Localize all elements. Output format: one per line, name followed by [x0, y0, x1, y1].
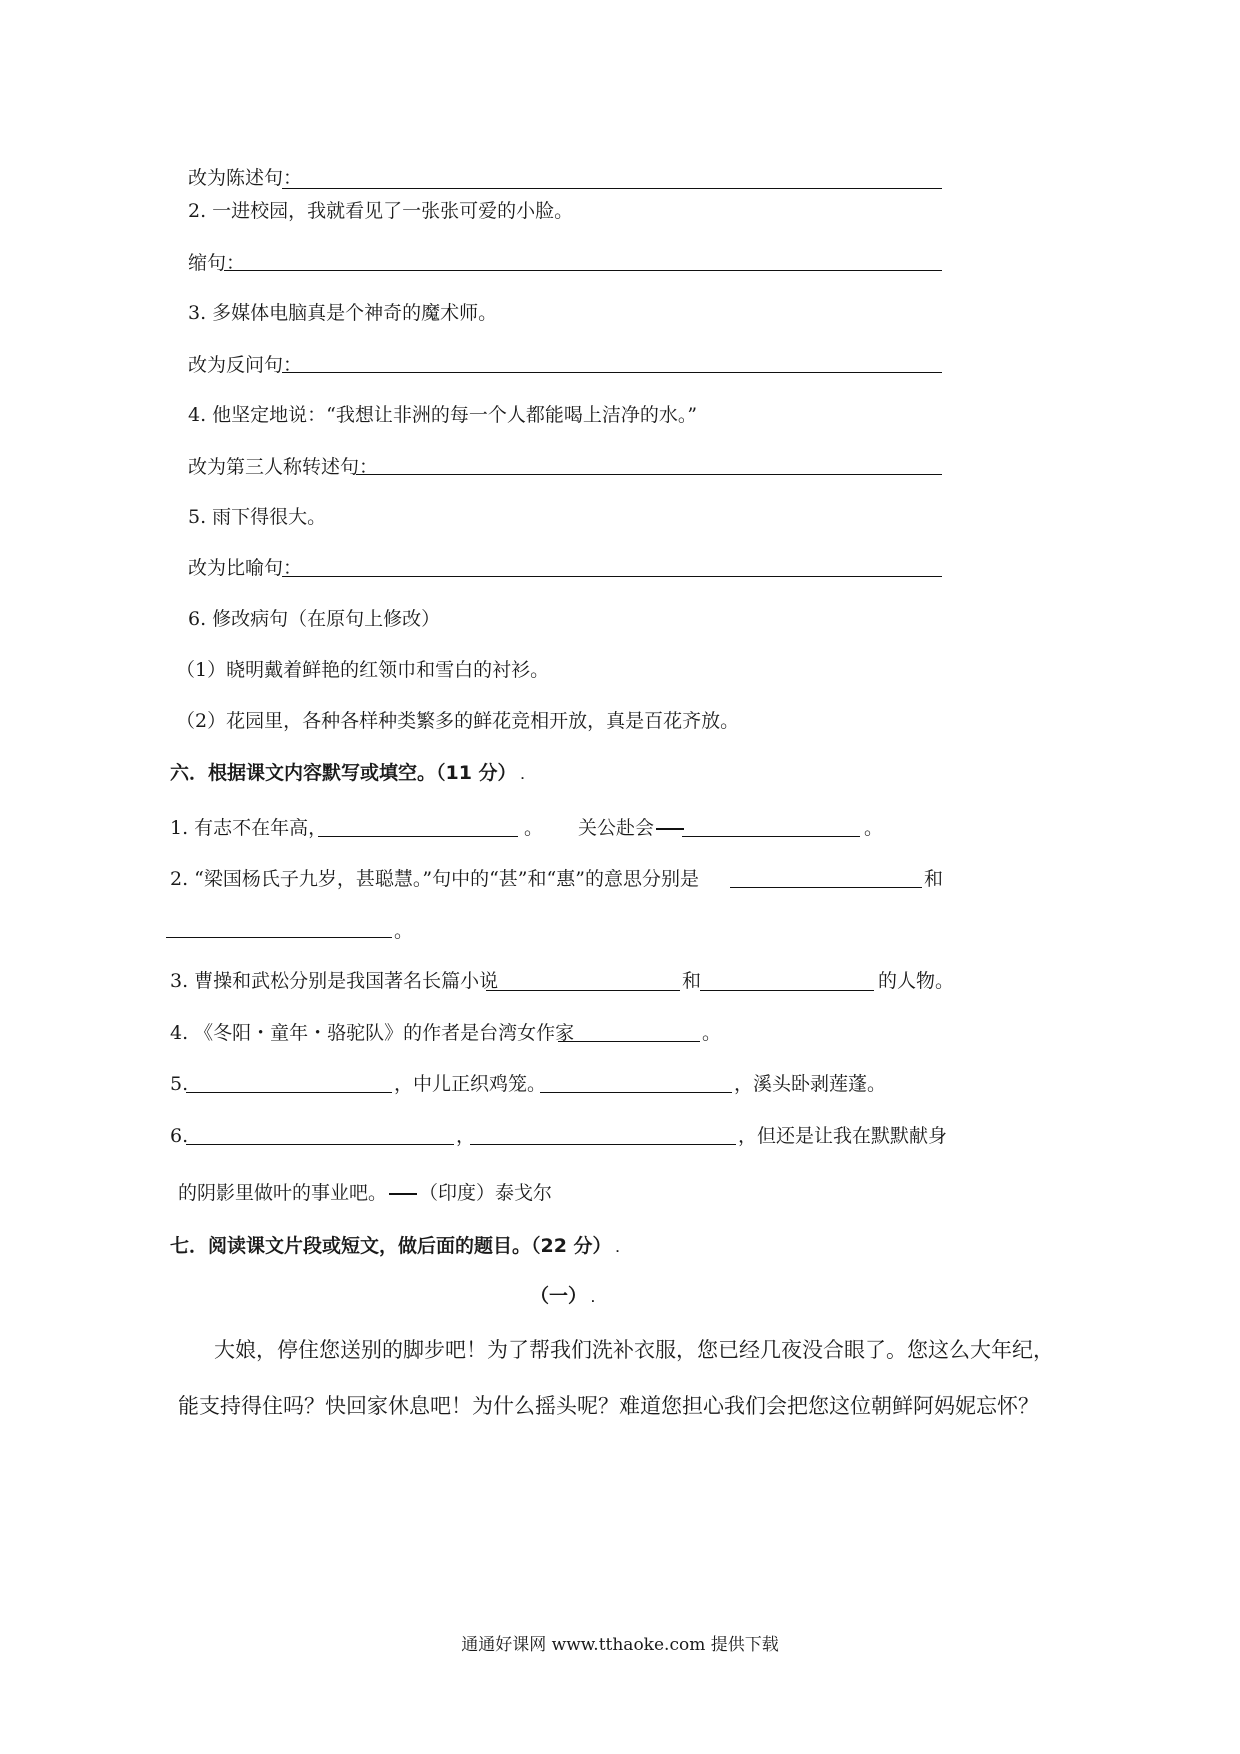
s6-question-5: 5.	[170, 1073, 189, 1095]
metaphor-label: 改为比喻句：	[188, 557, 303, 579]
answer-blank[interactable]	[282, 576, 942, 577]
s6-q3-and: 和	[682, 970, 702, 992]
section-6-title: 六．根据课文内容默写或填空。（11 分） .	[170, 762, 525, 784]
answer-blank[interactable]	[282, 188, 942, 189]
question-2: 2. 一进校园，我就看见了一张张可爱的小脸。	[188, 200, 574, 222]
answer-blank[interactable]	[166, 937, 392, 938]
question-6-1: （1）晓明戴着鲜艳的红领巾和雪白的衬衫。	[176, 659, 550, 681]
answer-blank[interactable]	[700, 990, 874, 991]
answer-blank[interactable]	[558, 1041, 700, 1042]
answer-blank[interactable]	[540, 1092, 732, 1093]
answer-blank[interactable]	[682, 836, 860, 837]
s6-question-6: 6.	[170, 1125, 189, 1147]
s6-q3-end: 的人物。	[878, 970, 955, 992]
s6-q1-end: 。	[864, 817, 884, 839]
s6-q4-end: 。	[702, 1022, 722, 1044]
question-6: 6. 修改病句（在原句上修改）	[188, 608, 441, 630]
answer-blank[interactable]	[282, 372, 942, 373]
s6-question-1: 1. 有志不在年高，	[170, 817, 328, 839]
s6-q6-line2: 的阴影里做叶的事业吧。 （印度）泰戈尔	[178, 1182, 553, 1204]
condense-label: 缩句：	[188, 252, 246, 274]
question-3: 3. 多媒体电脑真是个神奇的魔术师。	[188, 302, 498, 324]
question-4: 4. 他坚定地说：“我想让非洲的每一个人都能喝上洁净的水。”	[188, 404, 698, 426]
answer-blank[interactable]	[186, 1144, 454, 1145]
passage-line-1: 大娘，停住您送别的脚步吧！为了帮我们洗补衣服，您已经几夜没合眼了。您这么大年纪，	[214, 1338, 1054, 1362]
question-6-2: （2）花园里，各种各样种类繁多的鲜花竞相开放，真是百花齐放。	[176, 710, 740, 732]
answer-blank[interactable]	[486, 990, 680, 991]
s6-q5-mid: ，中儿正织鸡笼。	[394, 1073, 547, 1095]
answer-blank[interactable]	[730, 887, 922, 888]
third-person-label: 改为第三人称转述句：	[188, 456, 379, 478]
question-5: 5. 雨下得很大。	[188, 506, 327, 528]
passage-subtitle: （一） .	[530, 1285, 595, 1307]
dash-mark	[389, 1193, 417, 1195]
s6-q2-end: 。	[394, 920, 414, 942]
dash-mark	[656, 828, 684, 830]
s6-q5-end: ，溪头卧剥莲蓬。	[734, 1073, 887, 1095]
s6-q1-idiom: 关公赴会	[578, 815, 686, 841]
rewrite-declarative-label: 改为陈述句：	[188, 167, 303, 189]
s6-q1-period: 。	[524, 817, 544, 839]
answer-blank[interactable]	[186, 1092, 392, 1093]
s6-q6-comma: ，	[456, 1125, 476, 1147]
s6-question-3: 3. 曹操和武松分别是我国著名长篇小说	[170, 970, 499, 992]
s6-q2-and: 和	[924, 868, 944, 890]
answer-blank[interactable]	[318, 836, 518, 837]
rhetorical-label: 改为反问句：	[188, 354, 303, 376]
s6-question-4: 4. 《冬阳・童年・骆驼队》的作者是台湾女作家	[170, 1022, 575, 1044]
answer-blank[interactable]	[224, 270, 942, 271]
answer-blank[interactable]	[470, 1144, 736, 1145]
answer-blank[interactable]	[356, 474, 942, 475]
s6-question-2: 2. “梁国杨氏子九岁，甚聪慧。”句中的“甚”和“惠”的意思分别是	[170, 868, 699, 890]
page-footer: 通通好课网 www.tthaoke.com 提供下载	[461, 1635, 779, 1655]
passage-line-2: 能支持得住吗？快回家休息吧！为什么摇头呢？难道您担心我们会把您这位朝鲜阿妈妮忘怀？	[178, 1394, 1039, 1418]
s6-q6-tail: ，但还是让我在默默献身	[738, 1125, 948, 1147]
section-7-title: 七．阅读课文片段或短文，做后面的题目。（22 分） .	[170, 1235, 620, 1257]
